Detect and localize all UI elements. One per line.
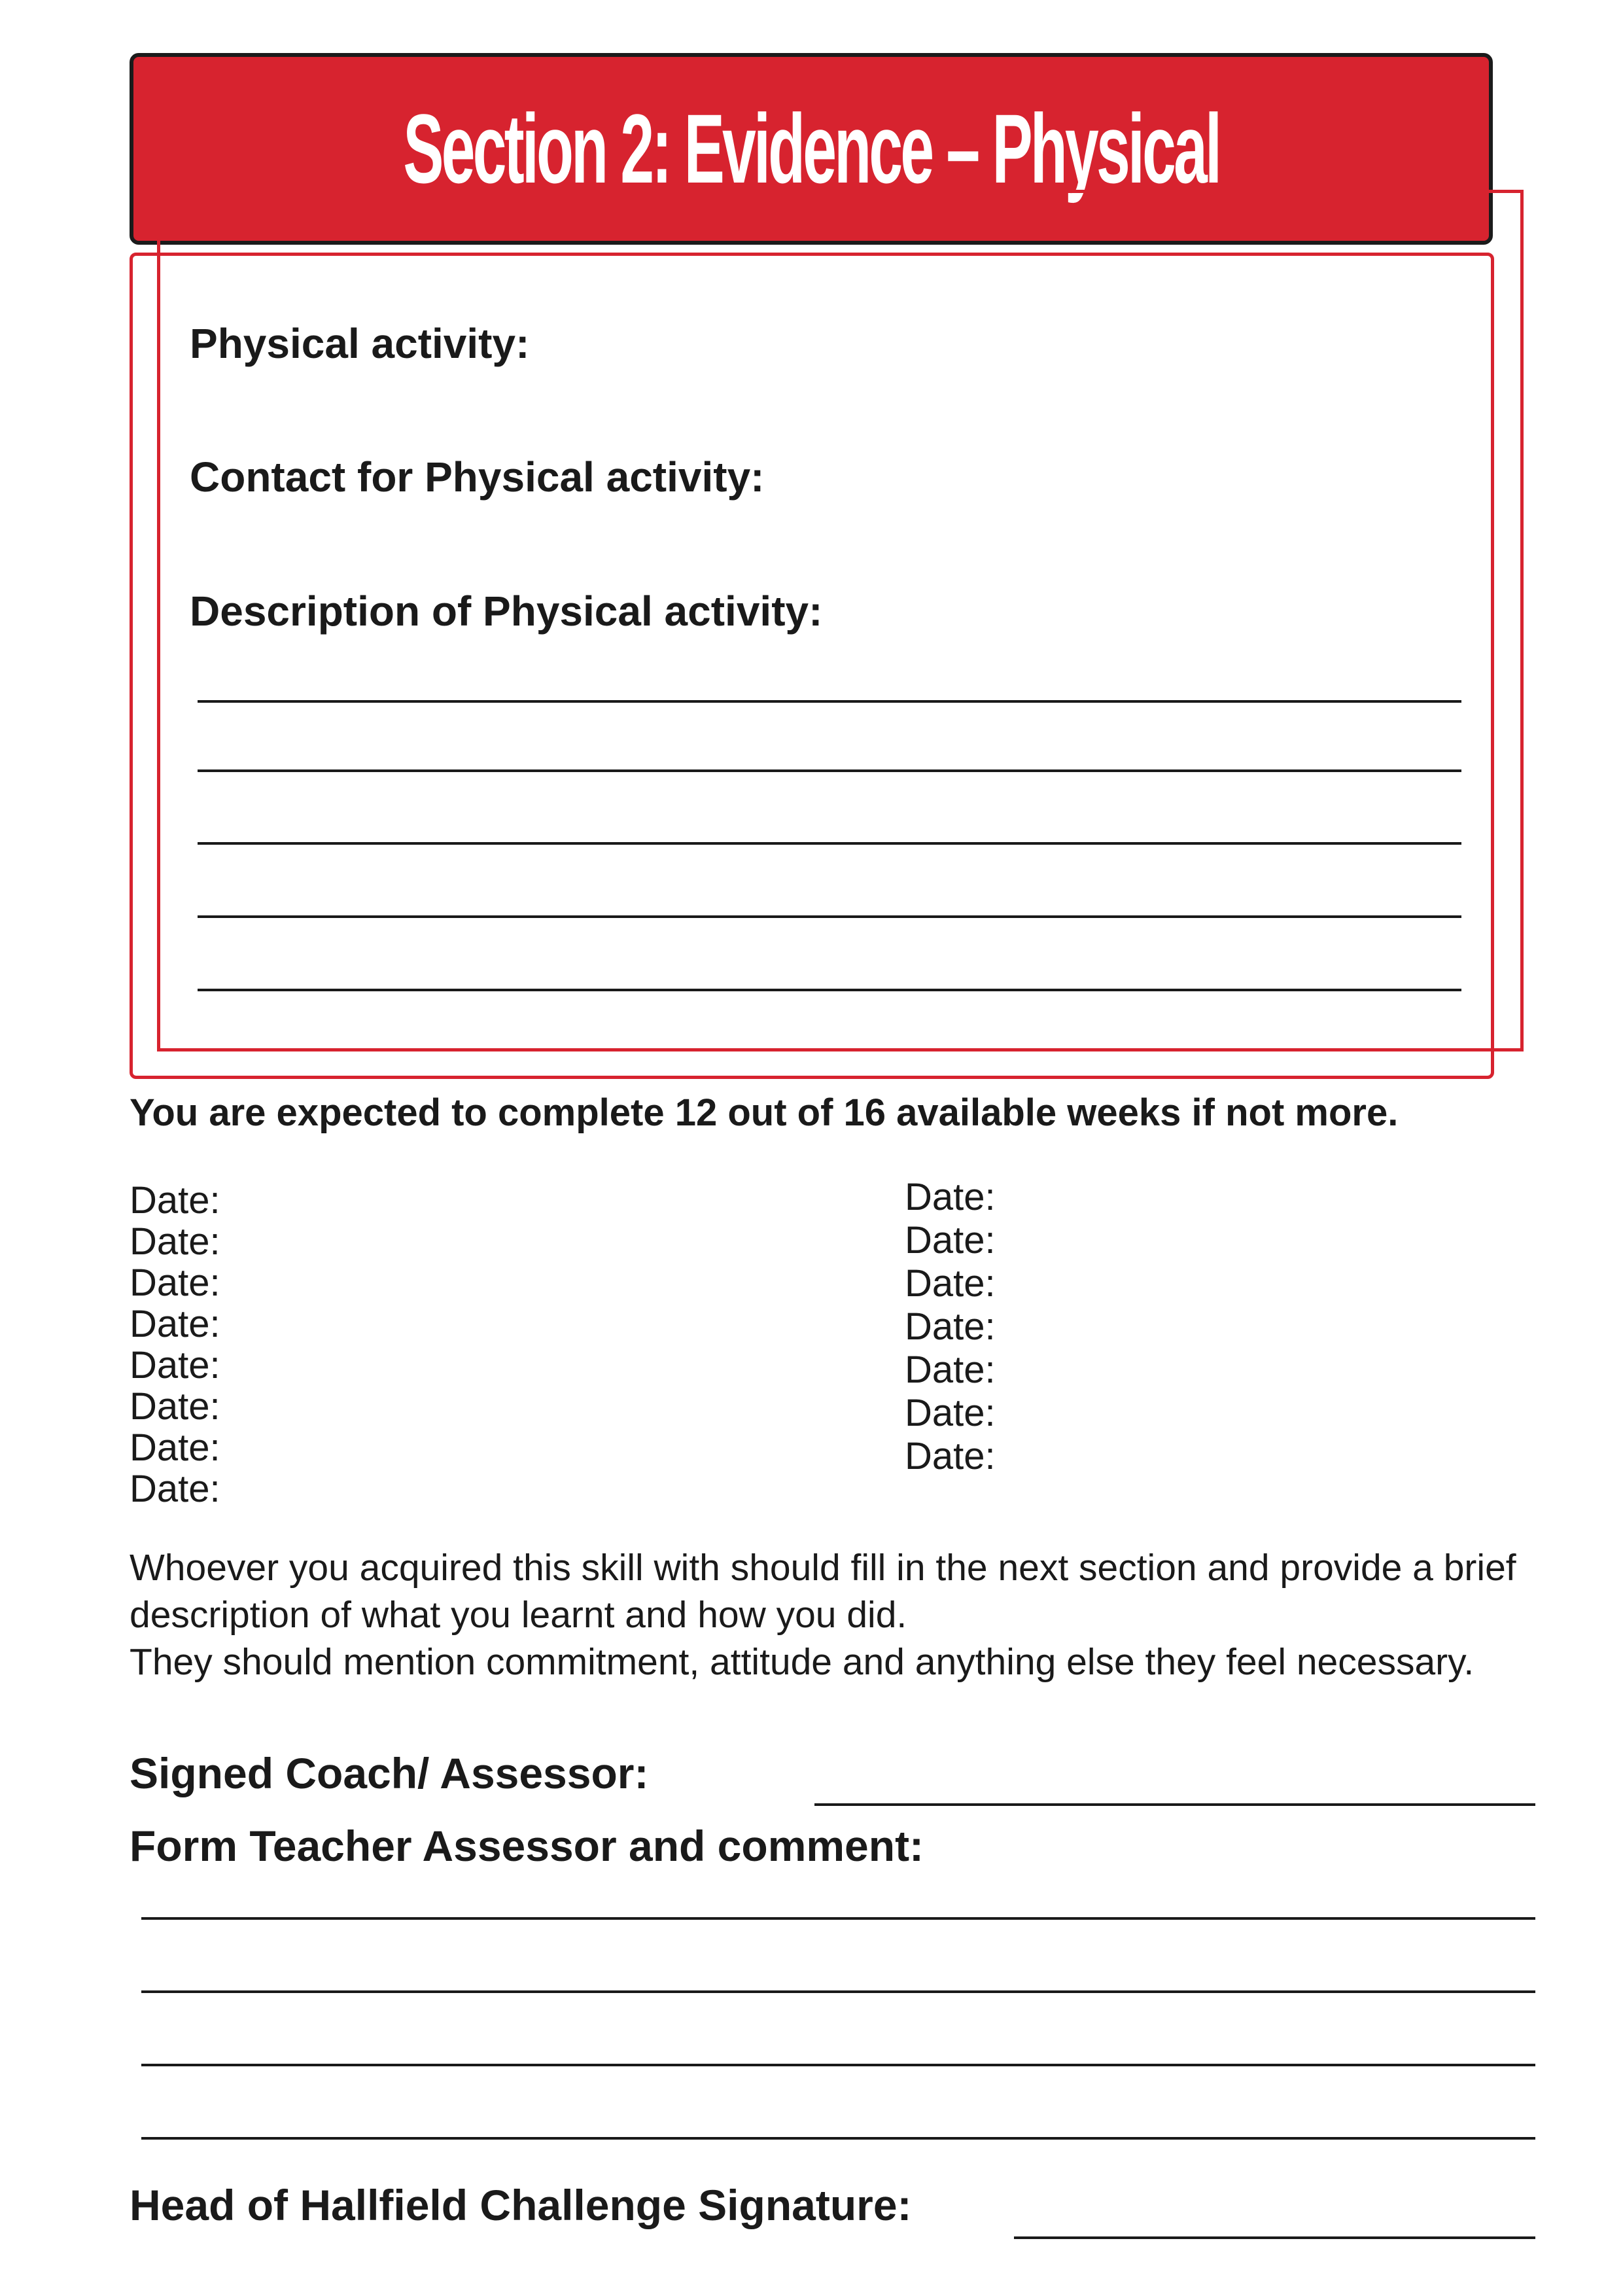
- date-entry: Date:: [130, 1385, 220, 1428]
- description-line[interactable]: [198, 842, 1461, 845]
- physical-activity-label: Physical activity:: [190, 320, 530, 367]
- date-column-left: [130, 1180, 220, 1510]
- page-title: Section 2: Evidence – Physical: [403, 94, 1219, 203]
- description-line[interactable]: [198, 915, 1461, 918]
- date-column-right: [905, 1176, 996, 1478]
- instructions-paragraph: [130, 1544, 1536, 1686]
- date-entry: Date:: [905, 1305, 996, 1348]
- date-entry: Date:: [905, 1349, 996, 1391]
- description-line[interactable]: [198, 769, 1461, 772]
- instructions-text: Whoever you acquired this skill with should fill in the next section and provide a brief description of what you learnt and how you did.: [130, 1547, 1516, 1636]
- date-entry: Date:: [905, 1219, 996, 1262]
- description-label: Description of Physical activity:: [190, 588, 823, 635]
- description-line[interactable]: [198, 989, 1461, 991]
- date-entry: Date:: [130, 1220, 220, 1263]
- activity-details-box: [130, 253, 1494, 1079]
- date-entry: Date:: [905, 1435, 996, 1477]
- form-teacher-label: Form Teacher Assessor and comment:: [130, 1822, 924, 1870]
- date-entry: Date:: [130, 1262, 220, 1304]
- comment-line[interactable]: [141, 2137, 1535, 2140]
- comment-line[interactable]: [141, 2064, 1535, 2066]
- coach-signature-line[interactable]: [814, 1803, 1535, 1806]
- date-entry: Date:: [905, 1176, 996, 1218]
- contact-label: Contact for Physical activity:: [190, 453, 765, 501]
- head-signature-label: Head of Hallfield Challenge Signature:: [130, 2181, 912, 2229]
- coach-signature-label: Signed Coach/ Assessor:: [130, 1749, 649, 1797]
- date-entry: Date:: [130, 1303, 220, 1345]
- date-entry: Date:: [130, 1468, 220, 1510]
- head-signature-line[interactable]: [1014, 2236, 1535, 2239]
- instructions-text: They should mention commitment, attitude and anything else they feel necessary.: [130, 1641, 1475, 1683]
- date-entry: Date:: [130, 1344, 220, 1386]
- date-entry: Date:: [905, 1262, 996, 1305]
- description-line[interactable]: [198, 700, 1461, 703]
- date-entry: Date:: [130, 1179, 220, 1222]
- date-entry: Date:: [905, 1392, 996, 1434]
- date-entry: Date:: [130, 1426, 220, 1469]
- comment-line[interactable]: [141, 1990, 1535, 1993]
- comment-line[interactable]: [141, 1917, 1535, 1920]
- weeks-requirement-notice: You are expected to complete 12 out of 16 available weeks if not more.: [130, 1091, 1399, 1134]
